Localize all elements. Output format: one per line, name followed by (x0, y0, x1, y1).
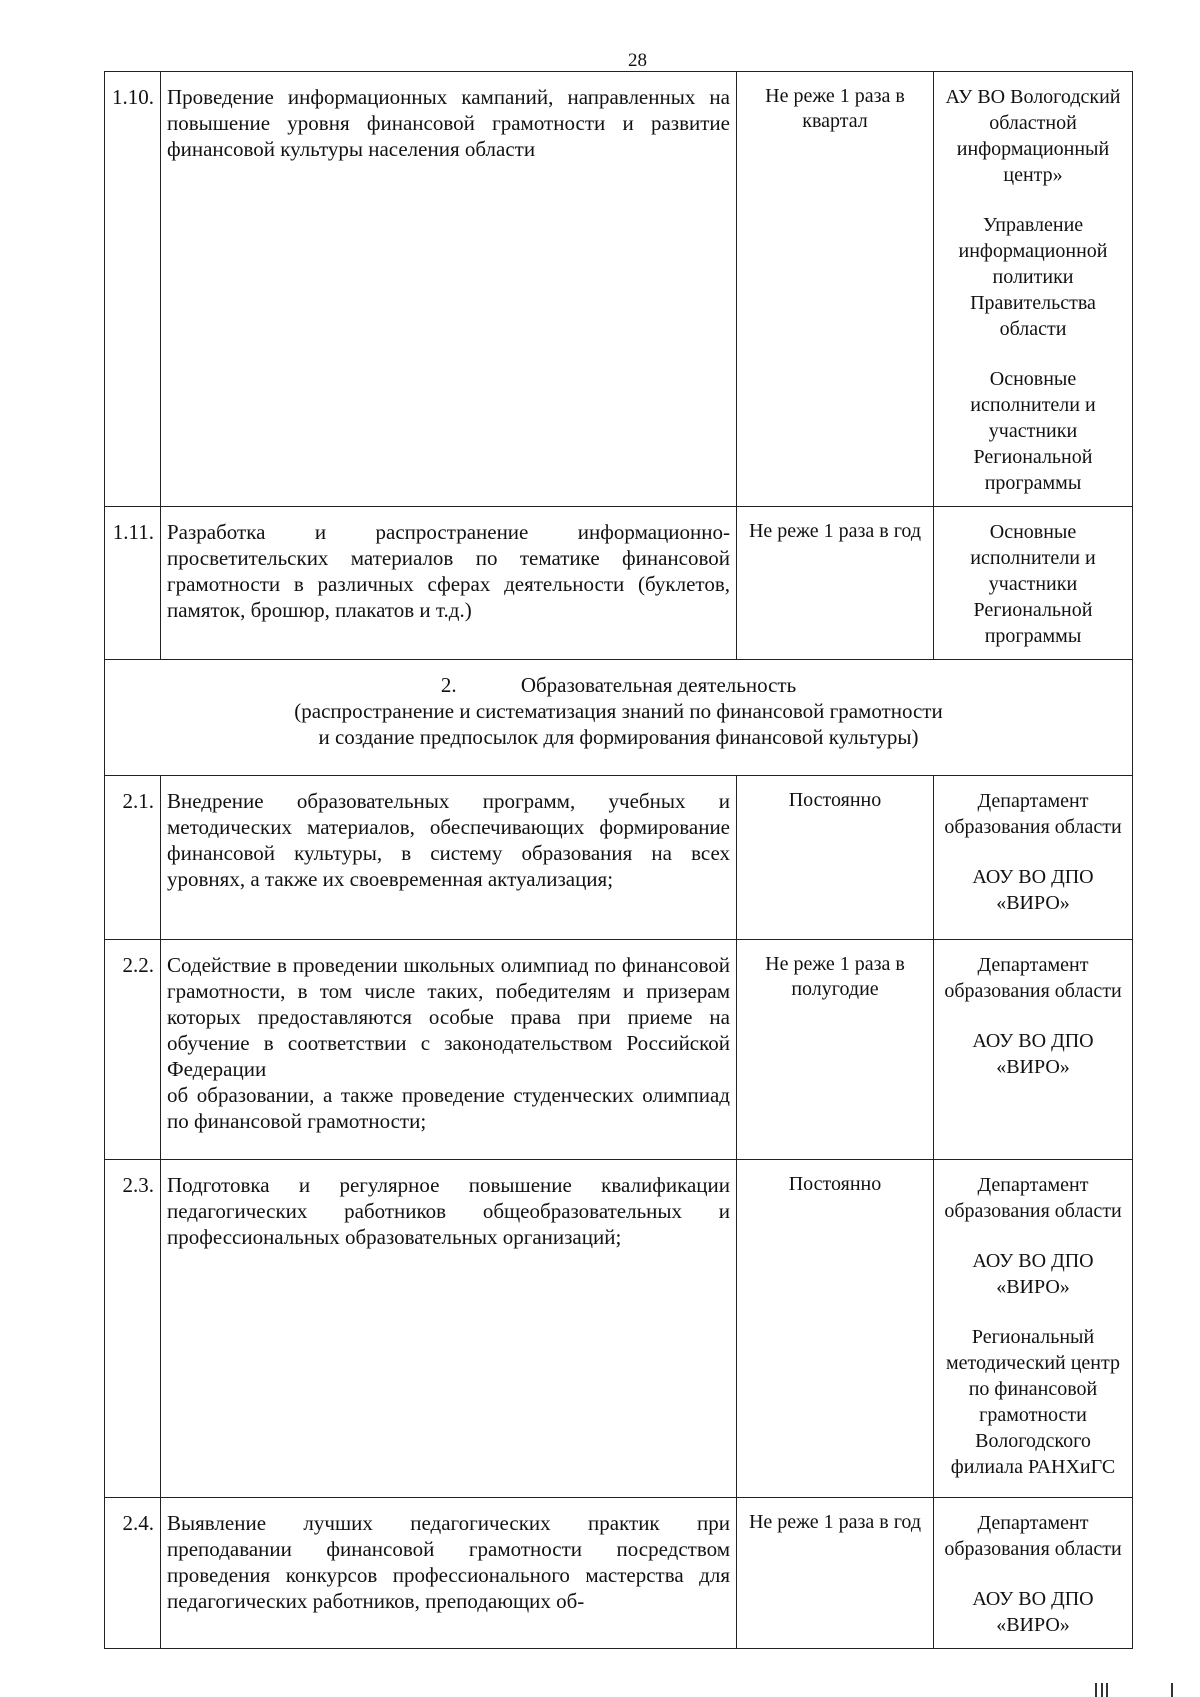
responsible-party: Департамент образования области (944, 790, 1122, 838)
activity-description: Подготовка и регулярное повышение квалификации педагогических работников общеобразовательных и профессиональных образовательных организаций; (161, 1160, 737, 1498)
section-number: 2. (440, 673, 457, 697)
responsible-parties (934, 776, 1133, 940)
responsible-party: АОУ ВО ДПО «ВИРО» (972, 866, 1094, 914)
responsible-party: Департамент образования области (944, 1174, 1122, 1222)
section-subtitle-line: (распространение и систематизация знаний по финансовой грамотности (294, 699, 943, 723)
table-row (105, 1160, 1133, 1498)
activity-description: Проведение информационных кампаний, направленных на повышение уровня финансовой грамотности и развитие финансовой культуры населения области (161, 72, 737, 507)
activity-term: Не реже 1 раза в год (737, 507, 934, 660)
description-part: об образовании, а также проведение студенческих олимпиад по финансовой грамотности; (167, 1083, 730, 1133)
scan-mark (1101, 1683, 1103, 1697)
row-number: 1.11. (105, 507, 161, 660)
responsible-party: АОУ ВО ДПО «ВИРО» (972, 1030, 1094, 1078)
table-row (105, 940, 1133, 1160)
description-part: Содействие в проведении школьных олимпиад по финансовой грамотности, в том числе таких, победителям и призерам которых предоставляются особые права при приеме на обучение в соответствии с законодательством Российской Федерации (167, 953, 730, 1081)
responsible-parties (934, 72, 1133, 507)
activity-term: Не реже 1 раза в квартал (737, 72, 934, 507)
scan-edge-marks (1095, 1683, 1185, 1697)
section-heading (105, 660, 1133, 776)
section-subtitle-line: и создание предпосылок для формирования финансовой культуры) (318, 725, 919, 749)
section-heading-row (105, 660, 1133, 776)
activity-description: Разработка и распространение информационно-просветительских материалов по тематике финансовой грамотности в различных сферах деятельности (буклетов, памяток, брошюр, плакатов и т.д.) (161, 507, 737, 660)
responsible-party: АОУ ВО ДПО «ВИРО» (972, 1588, 1094, 1636)
row-number: 2.1. (105, 776, 161, 940)
responsible-party: Управление информационной политики Правительства области (958, 214, 1108, 340)
responsible-party: Основные исполнители и участники Региональной программы (970, 368, 1096, 494)
table-row (105, 72, 1133, 507)
row-number: 1.10. (105, 72, 161, 507)
responsible-party: Департамент образования области (944, 954, 1122, 1002)
page-number: 28 (628, 50, 647, 71)
responsible-parties (934, 940, 1133, 1160)
activity-term: Постоянно (737, 776, 934, 940)
row-number: 2.4. (105, 1498, 161, 1649)
activity-description (161, 940, 737, 1160)
activity-term: Постоянно (737, 1160, 934, 1498)
table-row (105, 507, 1133, 660)
responsible-party: Региональный методический центр по финансовой грамотности Вологодского филиала РАНХиГС (945, 1326, 1120, 1478)
scan-mark (1095, 1683, 1097, 1697)
table-row (105, 776, 1133, 940)
responsible-party: Основные исполнители и участники Региональной программы (970, 521, 1096, 647)
responsible-party: Департамент образования области (944, 1512, 1122, 1560)
activity-plan-table (104, 71, 1133, 1649)
section-title: Образовательная деятельность (520, 673, 797, 697)
activity-term: Не реже 1 раза в год (737, 1498, 934, 1649)
row-number: 2.3. (105, 1160, 161, 1498)
responsible-parties (934, 1498, 1133, 1649)
row-number: 2.2. (105, 940, 161, 1160)
responsible-party: АУ ВО Вологодский областной информационный центр» (945, 86, 1121, 186)
activity-description: Внедрение образовательных программ, учебных и методических материалов, обеспечивающих формирование финансовой культуры, в систему образования на всех уровнях, а также их своевременная актуализация; (161, 776, 737, 940)
table-row (105, 1498, 1133, 1649)
responsible-party: АОУ ВО ДПО «ВИРО» (972, 1250, 1094, 1298)
responsible-parties (934, 1160, 1133, 1498)
activity-description: Выявление лучших педагогических практик при преподавании финансовой грамотности посредством проведения конкурсов профессионального мастерства для педагогических работников, преподающих об- (161, 1498, 737, 1649)
scan-mark (1106, 1683, 1108, 1697)
activity-term: Не реже 1 раза в полугодие (737, 940, 934, 1160)
responsible-parties (934, 507, 1133, 660)
scan-mark (1171, 1683, 1173, 1697)
